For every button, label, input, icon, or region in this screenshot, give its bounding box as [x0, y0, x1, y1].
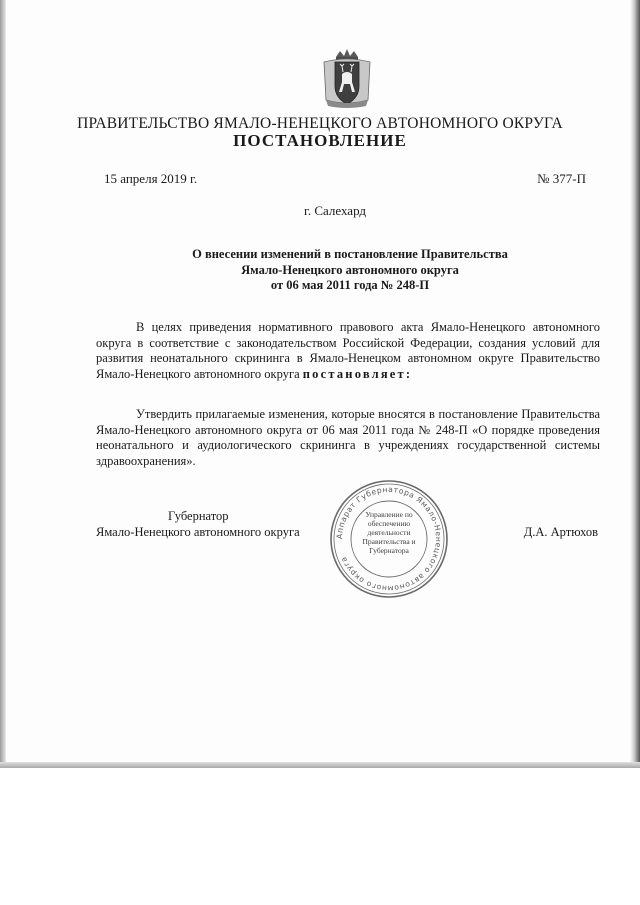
body-paragraph-1	[96, 320, 600, 382]
signatory-title-line-2: Ямало-Ненецкого автономного округа	[96, 525, 300, 539]
stamp-center-text: Управление по обеспечению деятельности Правительства и Губернатора	[362, 510, 416, 555]
title-line-2: Ямало-Ненецкого автономного округа	[241, 262, 459, 277]
document-city: г. Салехард	[303, 203, 367, 218]
signatory-title-line-1: Губернатор	[168, 509, 229, 523]
resolution-keyword: постановляет:	[302, 366, 413, 381]
title-line-1: О внесении изменений в постановление Правительства	[192, 247, 508, 261]
coat-of-arms-icon	[318, 48, 376, 110]
title-line-3: от 06 мая 2011 года № 248-П	[270, 278, 430, 292]
government-name: ПРАВИТЕЛЬСТВО ЯМАЛО-НЕНЕЦКОГО АВТОНОМНОГО ОКРУГА	[77, 115, 563, 132]
document-date: 15 апреля 2019 г.	[104, 171, 198, 186]
document-number: № 377-П	[537, 171, 586, 186]
body-paragraph-2: Утвердить прилагаемые изменения, которые вносятся в постановление Правительства Ямало-Ненецкого автономного округа от 06 мая 2011 года № 248-П «О порядке проведения неонатального и аудиологического скрининга в учреждениях государственной системы здравоохранения».	[96, 407, 600, 468]
document-title	[100, 247, 600, 294]
stamp-ring-text: Аппарат Губернатора Ямало-Ненецкого автономного округа	[334, 484, 444, 594]
document-type: ПОСТАНОВЛЕНИЕ	[233, 131, 407, 150]
paragraph-1-text: В целях приведения нормативного правового акта Ямало-Ненецкого автономного округа в соответствие с законодательством Российской Федерации, создания условий для развития неонатального скрининга в Ямало-Ненецком автономном округе Правительство Ямало-Ненецкого автономного округа	[96, 320, 600, 381]
signatory-name: Д.А. Артюхов	[523, 525, 598, 539]
scan-edge-bottom	[0, 762, 640, 768]
